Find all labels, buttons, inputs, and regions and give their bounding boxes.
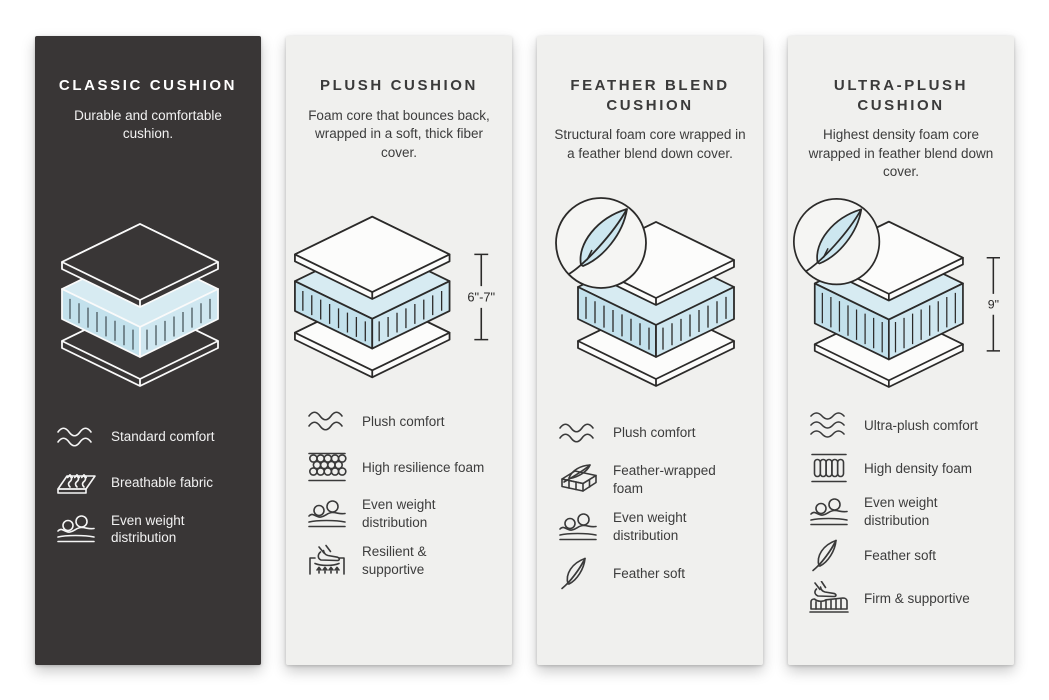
card-classic-cushion	[35, 36, 261, 665]
feature-item	[55, 420, 255, 454]
feather-icon	[808, 538, 850, 572]
feature-list	[788, 408, 1014, 615]
even-weight-icon	[55, 512, 97, 546]
card-description: Durable and comfortable cushion.	[74, 107, 222, 142]
card-description: Foam core that bounces back, wrapped in a soft, thick fiber cover.	[308, 107, 490, 160]
card-description: Highest density foam core wrapped in feather blend down cover.	[808, 127, 994, 180]
feature-item	[55, 512, 255, 547]
feather-wrapped-foam-icon	[557, 463, 599, 497]
resilient-supportive-icon	[306, 544, 348, 578]
card-title: ULTRA-PLUSH CUSHION	[833, 77, 969, 114]
feature-item	[55, 466, 255, 500]
breathable-fabric-icon	[55, 466, 97, 500]
cushion-illustration	[537, 196, 763, 396]
feature-item	[306, 496, 506, 531]
card-plush-cushion	[286, 36, 512, 665]
feature-item	[808, 538, 1008, 572]
card-ultra-plush-cushion	[788, 36, 1014, 665]
feature-label: Even weight distribution	[864, 495, 938, 528]
wave-comfort-icon	[557, 416, 599, 450]
feature-label: Feather-wrapped foam	[613, 463, 716, 496]
feature-label: Standard comfort	[111, 428, 215, 444]
feature-label: High resilience foam	[362, 459, 485, 475]
feature-list	[286, 404, 512, 578]
feature-label: Even weight distribution	[613, 510, 687, 543]
wave-comfort-icon	[55, 420, 97, 454]
resilience-foam-icon	[306, 450, 348, 484]
wave-comfort-icon	[306, 404, 348, 438]
feature-item	[557, 416, 757, 450]
feature-item	[306, 450, 506, 484]
feature-item	[557, 509, 757, 544]
layered-cushion-graphic	[791, 197, 1011, 397]
even-weight-icon	[808, 495, 850, 529]
card-title: FEATHER BLEND CUSHION	[570, 77, 730, 114]
feature-label: High density foam	[864, 460, 973, 476]
feature-list	[35, 420, 261, 547]
cushion-illustration	[35, 218, 261, 394]
feature-label: Even weight distribution	[111, 512, 185, 546]
feature-label: Resilient & supportive	[362, 544, 427, 578]
height-measurement	[986, 258, 999, 351]
card-feather-blend-cushion	[537, 36, 763, 665]
feature-item	[306, 543, 506, 578]
cushion-illustration	[788, 197, 1014, 397]
feature-label: Feather soft	[864, 547, 937, 563]
layered-cushion-graphic	[286, 210, 512, 386]
density-foam-icon	[808, 451, 850, 485]
cushion-illustration	[286, 210, 512, 386]
feature-item	[808, 408, 1008, 442]
feature-item	[557, 462, 757, 497]
feature-item	[557, 556, 757, 590]
height-measurement	[467, 255, 495, 340]
feature-label: Plush comfort	[362, 413, 445, 429]
feature-item	[306, 404, 506, 438]
feature-label: Feather soft	[613, 565, 686, 581]
feature-label: Firm & supportive	[864, 590, 970, 606]
feather-badge-icon	[794, 199, 879, 284]
feature-label: Breathable fabric	[111, 474, 214, 490]
feature-list	[537, 416, 763, 590]
feather-icon	[557, 556, 599, 590]
measurement-label: 9"	[987, 297, 999, 312]
feature-item	[808, 494, 1008, 529]
even-weight-icon	[306, 497, 348, 531]
feature-label: Even weight distribution	[362, 497, 436, 530]
even-weight-icon	[557, 510, 599, 544]
ultra-plush-comfort-icon	[808, 408, 850, 442]
card-title: CLASSIC CUSHION	[58, 77, 238, 94]
layered-cushion-graphic	[553, 196, 747, 396]
feature-item	[808, 451, 1008, 485]
feather-badge-icon	[556, 198, 646, 288]
feature-label: Ultra-plush comfort	[864, 417, 979, 433]
firm-supportive-icon	[808, 581, 850, 615]
feature-item	[808, 581, 1008, 615]
measurement-label: 6"-7"	[467, 289, 496, 305]
layered-cushion-graphic	[53, 218, 243, 394]
card-title: PLUSH CUSHION	[320, 77, 478, 94]
feature-label: Plush comfort	[613, 425, 696, 441]
card-description: Structural foam core wrapped in a feather blend down cover.	[554, 127, 746, 161]
